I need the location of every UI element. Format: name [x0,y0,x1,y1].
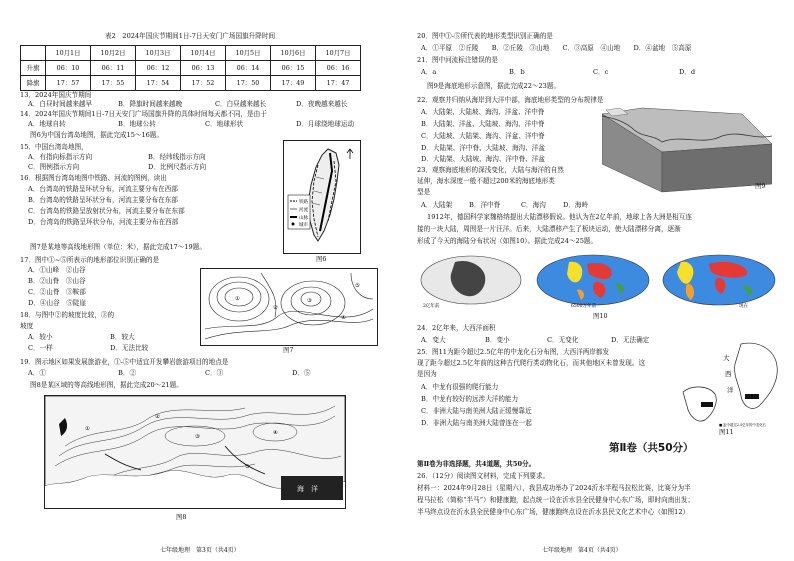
q23-opt-d: D．海岭 [563,201,589,209]
q26-stem: 26．（12分）阅读图文材料，完成下列要求。 [417,472,550,480]
fossil-area-sa [701,402,713,407]
figure-6-taiwan-map [283,140,361,254]
fig8-label-3: ③ [195,434,200,440]
section-2-note: 第Ⅱ卷为非选择题，共4道题，共50分。 [417,460,536,468]
q14-opt-b: B．地球公转 [118,120,156,128]
fig10-label-2: 6500万年前 [571,304,596,309]
table-cell: 06：11 [91,61,136,76]
q25-opt-b: B．中龙有较好的远涉大洋的能力 [421,395,519,403]
q23-stem-3: 型是 [417,188,431,196]
q23-opt-a: A．大陆架 [421,201,453,209]
table-cell: 06：16 [316,61,361,76]
fig6-legend-railway: 铁路 [299,200,308,205]
q23-opt-b: B．洋中脊 [469,201,501,209]
q17-opt-b: B．②山脊 ③山谷 [28,277,86,285]
table-cell: 降旗 [21,76,46,91]
q15-opt-b: B．经纬线指示方向 [148,153,206,161]
table-cell: 06：10 [46,61,91,76]
fig6-legend-mountain: 山脉 [299,216,308,221]
fig8-caption: 图8 [176,513,187,521]
q22-opt-d: D．大陆架、洋中脊、大陆坡、海沟、洋盆 [421,144,545,152]
table-header-cell: 10月6日 [271,46,316,61]
intro-22-23: 图9是海底地形示意图，据此完成22～23题。 [427,82,561,90]
table-cell: 升旗 [21,61,46,76]
fig6-legend-city: 城市 [299,223,308,228]
q18-opt-b: B．较大 [110,333,135,341]
contour-map-svg [201,269,377,345]
fig11-label-yang: 洋 [727,386,734,394]
fig9-caption: 图9 [755,182,766,190]
q16-opt-c: C．台湾岛的铁路呈放射状分布，河流主要分布在东部 [28,207,185,215]
map-200mya [421,256,521,309]
q16-opt-b: B．台湾岛的铁路呈环状分布，河流主要分布在东部 [28,196,178,204]
figure-9-seabed-diagram [602,104,772,194]
q25-stem: 25．图11为距今超过2.5亿年的中龙化石分布图，大西洋两岸都发 [417,348,610,356]
q17-stem: 17．图中①~⑤所表示的地形部位识别正确的是 [20,256,160,264]
q19-opt-c: C．③ [205,369,224,377]
q20-stem: 20．图中①-⑤所代表的地形类型识别正确的是 [417,32,553,40]
table-title: 表2 2024年国庆节期间1日-7日天安门广场国旗升降时间 [105,32,276,40]
q14-opt-a: A．地球自转 [28,120,66,128]
q21-opt-b: B．b [509,68,525,76]
q25-opt-a: A．中龙有很强的爬行能力 [421,383,499,391]
intro-20-21: 图8是某区域的等高线地形图，据此完成20～21题。 [30,381,183,389]
q22-opt-a: A．大陆架、大陆坡、海沟、洋盆、洋中脊 [421,108,545,116]
table-cell: 17：57 [46,76,91,91]
fig6-caption: 图6 [316,255,327,263]
right-page-footer: 七年级地理 第4页（共4页） [542,547,622,555]
q14-opt-d: D．月球绕地球运动 [296,120,355,128]
table-header-cell: 10月3日 [136,46,181,61]
figure-7-contour-map [200,268,378,346]
figure-8-topographic-map [44,395,346,509]
q23-stem-2: 延伸，海水深度一般不超过200米的海底地形类 [417,177,555,185]
fig7-label-3: ③ [307,298,312,304]
figure-10-continental-drift [419,252,779,310]
q21-stem: 21．图中河流标注错误的是 [417,56,498,64]
q19-opt-d: D．⑤ [292,369,311,377]
q13-opt-d: D．夜晚越来越长 [296,100,348,108]
table-cell: 06：13 [181,61,226,76]
fig8-sea-label: 海 洋 [297,485,318,493]
q18-opt-c: C．一样 [28,344,53,352]
continental-drift-svg [419,252,779,310]
right-page [397,0,794,561]
topographic-map-svg [45,396,345,508]
left-page-footer: 七年级地理 第3页（共4页） [160,547,240,555]
q23-opt-c: C．海沟 [521,201,546,209]
q25-opt-c: C．非洲大陆与南美洲大陆正缓慢靠近 [421,407,532,415]
fig8-label-5: ⑤ [245,464,250,470]
q24-opt-d: D．无法确定 [611,336,650,344]
table-row [21,76,361,91]
fig11-label-da: 大 [723,354,730,362]
map-present [663,255,775,309]
fig8-label-4: ④ [273,430,278,436]
q25-stem-3: 是因为 [417,370,437,378]
table-cell: 17：50 [226,76,271,91]
q22-opt-d2: D．大陆架、大陆坡、海沟、洋中脊、洋盆 [421,155,545,163]
fig10-label-3: 现在 [739,304,748,309]
q23-stem: 23．观察海底地形的深浅变化，大陆与海洋的自然 [417,166,564,174]
q19-opt-a: A．① [28,369,46,377]
q18-opt-a: A．较小 [28,333,53,341]
table-header-cell: 10月5日 [226,46,271,61]
fossil-map-svg [679,336,783,428]
flag-time-table [20,45,361,91]
fig8-label-1: ① [85,426,90,432]
fig11-caption: 图11 [719,428,734,436]
table-cell: 17：49 [271,76,316,91]
table-cell: 17：54 [136,76,181,91]
q15-stem: 15．中国台湾岛地图， [20,143,88,151]
q17-opt-c: C．②山脊 ③鞍部 [28,288,86,296]
fig11-label-xi: 西 [725,370,732,378]
intro-24-25-line2: 接的一块大陆，周围是一片汪洋。后来，大陆漂移产生了板块运动，使大陆漂移分离，逐渐 [417,225,681,233]
intro-24-25-line3: 形成了今天的海陆分布状况（如图10）。据此完成24～25题。 [417,237,598,245]
seabed-svg [602,104,772,194]
table-cell: 06：15 [271,61,316,76]
taiwan-map-svg [284,141,360,253]
q15-opt-d: D．比例尺指示方向 [148,163,207,171]
fossil-area-af [745,394,759,399]
q21-opt-a: A．a [421,68,437,76]
q24-opt-c: C．无变化 [547,336,579,344]
q16-opt-a: A．台湾岛的铁路呈环状分布，河流主要分布在西部 [28,185,178,193]
q18-stem-2: 坡度 [20,322,34,330]
fig7-label-1: ① [235,296,240,302]
fig10-caption: 图10 [593,312,608,320]
table-header-row [21,46,361,61]
figure-11-mesosaurus-fossils [679,336,783,428]
q25-stem-2: 现了距今超过2.5亿年前的这种古代爬行类动物化石，而其他地区未曾发现。这 [417,359,646,367]
q25-opt-d: D．非洲大陆与南美洲大陆曾连在一起 [421,419,532,427]
table-header-cell: 10月1日 [46,46,91,61]
q16-opt-d: D．台湾岛的铁路呈环状分布，河流主要分布在西部 [28,218,179,226]
q24-opt-b: B．变小 [485,336,510,344]
table-cell: 17：47 [316,76,361,91]
q22-opt-b: B．大陆架、洋盆、大陆坡、海沟、洋中脊 [421,120,545,128]
intro-24-25-line1: 1912年，德国科学家魏格纳提出大陆漂移假说。他认为在2亿年前，地球上各大洲是相互连 [427,213,692,221]
q22-opt-c: C．大陆坡、大陆架、海沟、洋盆、洋中脊 [421,132,545,140]
q22-stem: 22．观察并归纳从海岸到大洋中部，海底地形类型的分布规律是 [417,96,604,104]
q20-options: A．①平原 ②丘陵 B．②丘陵 ③山地 C．③高原 ④山地 D．④盆地 ⑤高原 [421,44,692,52]
table-header-cell [21,46,46,61]
table-cell: 17：55 [91,76,136,91]
q18-stem: 18．与图中②的坡度比较，③的 [20,311,115,319]
q13-opt-c: C．白昼越来越长 [215,100,267,108]
map-65mya [537,255,649,309]
table-row [21,61,361,76]
table-cell: 17：52 [181,76,226,91]
fig8-label-2: ② [155,414,160,420]
q13-opt-b: B．降旗时间越来越晚 [118,100,183,108]
q14-stem: 14．2024年国庆节期间1日-7日天安门广场国旗升降的具体时间每天都不同，是由于 [20,110,267,118]
q21-opt-d: D．d [679,68,696,76]
q16-stem: 16．根据图台湾岛地图中铁路、河流的图例，读出 [20,174,167,182]
q26-material-line1: 材料一：2024年9月28日（星期六），我县成功举办了2024沂水半程马拉松比赛，比赛分为半 [417,484,691,492]
table-header-cell: 10月4日 [181,46,226,61]
q19-opt-b: B．② [118,369,137,377]
fig11-legend: ■ 距今超过2.5亿年的中龙化石 [719,423,766,427]
q18-opt-d: D．无法比较 [110,344,149,352]
q17-opt-a: A．①山峰 ②山谷 [28,266,86,274]
intro-15-16: 图6为中国台湾岛地图，据此完成15～16题。 [30,131,164,139]
q19-stem: 19．图示地区如果发展旅游业，①-⑤中适宜开发攀岩旅游项目的地点是 [20,358,229,366]
intro-17-19: 图7是某地等高线地形图（单位：米），据此完成17～19题。 [30,243,206,251]
fig10-label-1: 2亿年前 [423,304,440,309]
q17-opt-d: D．④山谷 ⑤陡崖 [28,299,87,307]
fig7-label-2: ② [273,305,278,311]
q13-opt-a: A．白昼时间越来越早 [28,100,93,108]
q15-opt-c: C．图例指示方向 [28,163,80,171]
fig7-caption: 图7 [283,346,294,354]
fig6-legend-river: 河流 [299,208,308,213]
table-header-cell: 10月7日 [316,46,361,61]
table-header-cell: 10月2日 [91,46,136,61]
q26-material-line3: 半马终点设在沂水县全民健身中心东广场，健康跑终点设在沂水县民文化艺术中心（如图12） [417,508,690,516]
q14-opt-c: C．地球形状 [205,120,244,128]
q26-material-line2: 程马拉松（简称“半马”）和健康跑，起点统一设在沂水县全民健身中心东广场，即时向南出发； [417,496,695,504]
q24-opt-a: A．变大 [421,336,446,344]
q21-opt-c: C．c [593,68,609,76]
north-arrow-icon [347,149,353,159]
table-cell: 06：12 [136,61,181,76]
section-2-title: 第Ⅱ卷（共50分） [609,442,694,454]
contour-lines [205,273,373,339]
q24-stem: 24．2亿年来，大西洋面积 [417,324,496,332]
fig7-label-5: ⑤ [355,283,360,289]
q15-opt-a: A．有指向标指示方向 [28,153,93,161]
q13-stem: 13．2024年国庆节期间 [20,91,92,99]
fig7-label-4: ④ [341,315,346,321]
table-cell: 06：14 [226,61,271,76]
